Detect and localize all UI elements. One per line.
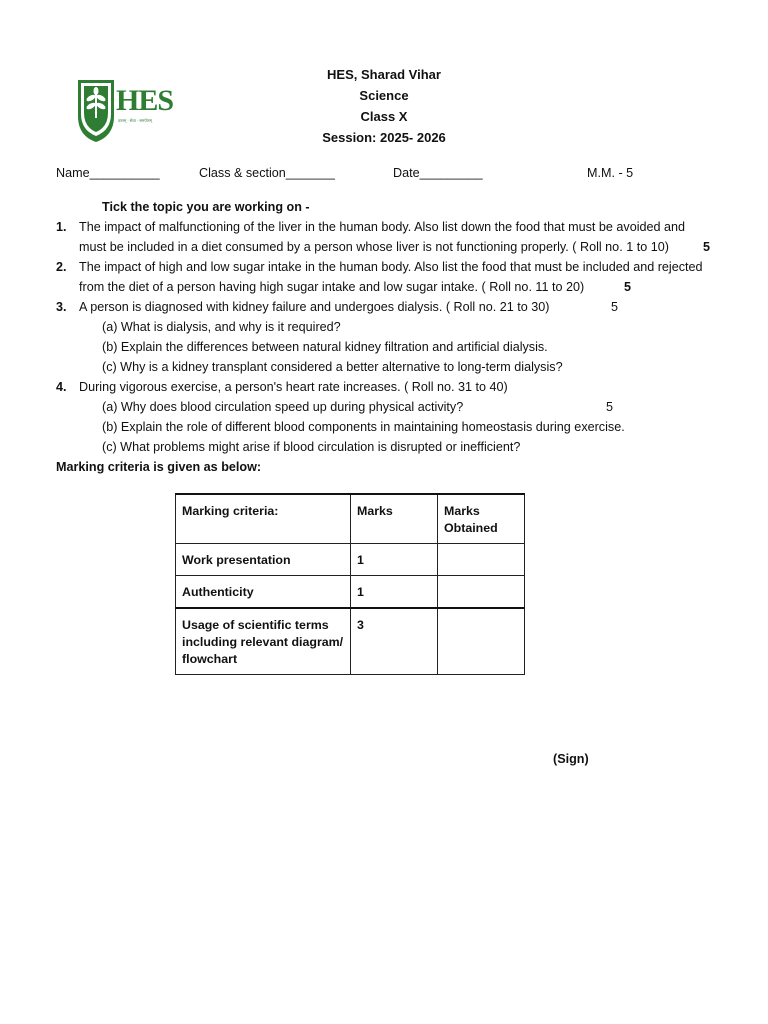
sub-question: (a) Why does blood circulation speed up during physical activity? [102,400,464,414]
criterion-cell: Usage of scientific terms including relevant diagram/ flowchart [176,608,351,675]
sub-question: (b) Explain the differences between natural kidney filtration and artificial dialysis. [102,340,548,354]
question-text: The impact of high and low sugar intake in the human body. Also list the food that must be included and rejected [79,260,703,274]
table-row [176,576,525,609]
question-marks: 5 [624,280,632,294]
marks-cell: 3 [351,608,438,675]
table-header-row [176,494,525,544]
sign-label: (Sign) [553,752,589,766]
name-field: Name__________ [56,166,160,180]
obtained-cell [438,608,525,675]
question-marks: 5 [703,240,711,254]
obtained-cell [438,544,525,576]
logo-tagline: ज्ञानम् · सेवा · समर्पणम् [118,118,152,123]
question-text: The impact of malfunctioning of the liver in the human body. Also list down the food that must be avoided and [79,220,686,234]
criterion-cell: Authenticity [176,576,351,609]
instruction: Tick the topic you are working on - [102,200,310,214]
table-header-cell: Marking criteria: [176,494,351,544]
question-text: During vigorous exercise, a person's heart rate increases. ( Roll no. 31 to 40) [79,380,508,394]
question-text: A person is diagnosed with kidney failure and undergoes dialysis. ( Roll no. 21 to 30) [79,300,550,314]
class-title: Class X [360,109,408,124]
sub-question: (c) What problems might arise if blood circulation is disrupted or inefficient? [102,440,521,454]
class-section-field: Class & section_______ [199,166,335,180]
sub-question: (a) What is dialysis, and why is it required? [102,320,341,334]
question-number: 3. [56,300,67,314]
logo-text: HES [116,84,174,117]
marks-cell: 1 [351,576,438,609]
criterion-cell: Work presentation [176,544,351,576]
subject-title: Science [359,88,409,103]
table-header-cell: Marks Obtained [438,494,525,544]
school-name: HES, Sharad Vihar [327,67,441,82]
question-text: from the diet of a person having high sugar intake and low sugar intake. ( Roll no. 11 to 20) [79,280,585,294]
question-number: 1. [56,220,67,234]
question-marks: 5 [606,400,614,414]
session-title: Session: 2025- 2026 [322,130,446,145]
max-marks: M.M. - 5 [587,166,634,180]
date-field: Date_________ [393,166,483,180]
criteria-heading: Marking criteria is given as below: [56,460,262,474]
question-number: 4. [56,380,67,394]
question-text: must be included in a diet consumed by a person whose liver is not functioning properly. ( Roll no. 1 to 10) [79,240,669,254]
sub-question: (b) Explain the role of different blood components in maintaining homeostasis during exercise. [102,420,625,434]
question-number: 2. [56,260,67,274]
obtained-cell [438,576,525,609]
table-header-cell: Marks [351,494,438,544]
marks-cell: 1 [351,544,438,576]
marking-criteria-table [175,493,525,675]
table-row [176,608,525,675]
sub-question: (c) Why is a kidney transplant considered a better alternative to long-term dialysis? [102,360,563,374]
table-row [176,544,525,576]
question-marks: 5 [611,300,619,314]
